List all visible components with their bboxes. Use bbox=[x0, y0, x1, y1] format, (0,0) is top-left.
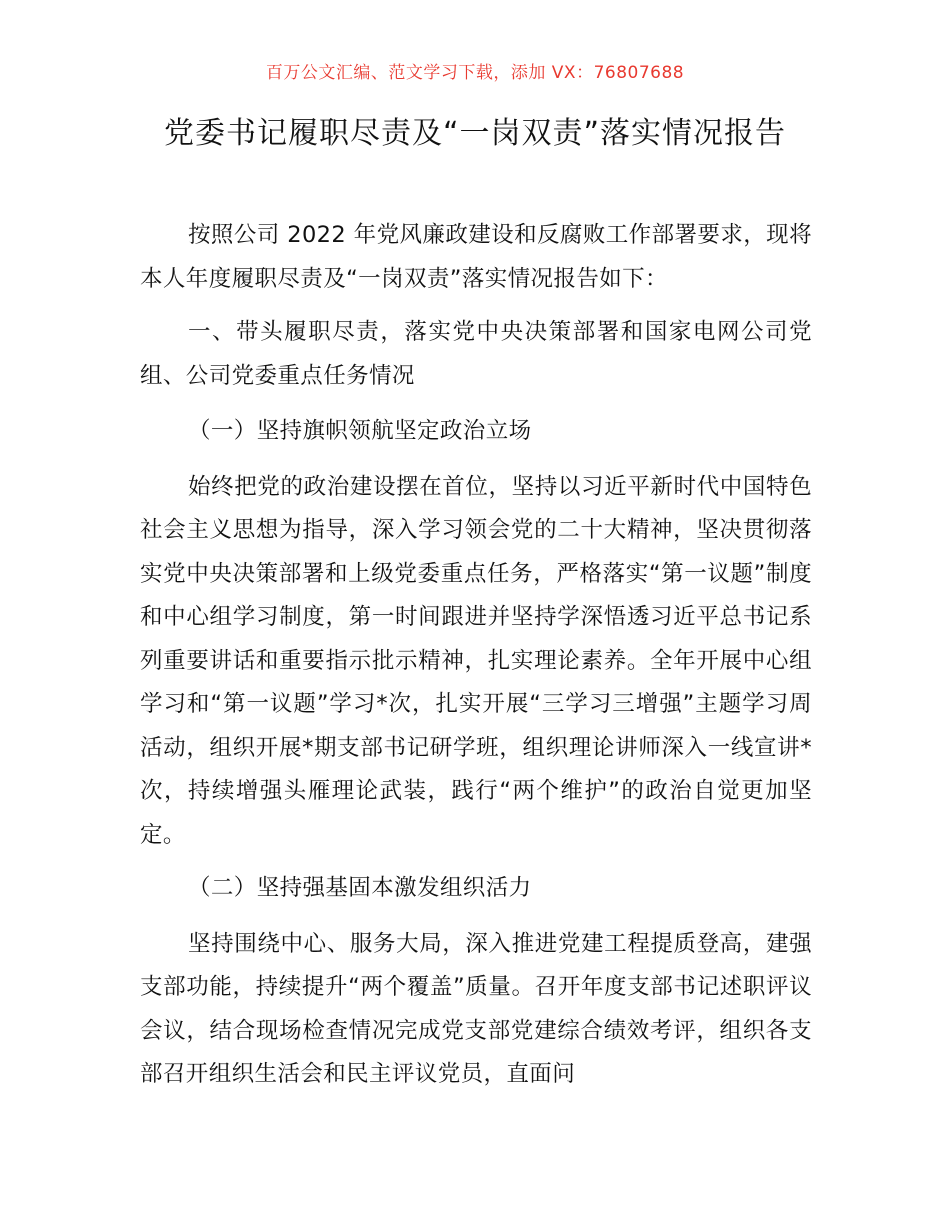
document-body bbox=[140, 214, 812, 1107]
section-heading-1: 一、带头履职尽责，落实党中央决策部署和国家电网公司党组、公司党委重点任务情况 bbox=[140, 319, 812, 389]
subsection-paragraph-1: 始终把党的政治建设摆在首位，坚持以习近平新时代中国特色社会主义思想为指导，深入学习领会党的二十大精神，坚决贯彻落实党中央决策部署和上级党委重点任务，严格落实“第一议题”制度和中心组学习制度，第一时间跟进并坚持学深悟透习近平总书记系列重要讲话和重要指示批示精神，扎实理论素养。全年开展中心组学习和“第一议题”学习*次，扎实开展“三学习三增强”主题学习周活动，组织开展*期支部书记研学班，组织理论讲师深入一线宣讲*次，持续增强头雁理论武装，践行“两个维护”的政治自觉更加坚定。 bbox=[140, 473, 812, 848]
intro-paragraph: 按照公司 2022 年党风廉政建设和反腐败工作部署要求，现将本人年度履职尽责及“一岗双责”落实情况报告如下： bbox=[140, 222, 812, 292]
subsection-heading-1: （一）坚持旗帜领航坚定政治立场 bbox=[188, 418, 532, 444]
document-title: 党委书记履职尽责及“一岗双责”落实情况报告 bbox=[163, 116, 787, 151]
subsection-heading-2: （二）坚持强基固本激发组织活力 bbox=[188, 875, 532, 901]
subsection-paragraph-2: 坚持围绕中心、服务大局，深入推进党建工程提质登高，建强支部功能，持续提升“两个覆盖”质量。召开年度支部书记述职评议会议，结合现场检查情况完成党支部党建综合绩效考评，组织各支部召开组织生活会和民主评议党员，直面问 bbox=[140, 930, 812, 1087]
header-banner: 百万公文汇编、范文学习下载，添加 VX：76807688 bbox=[265, 63, 685, 83]
